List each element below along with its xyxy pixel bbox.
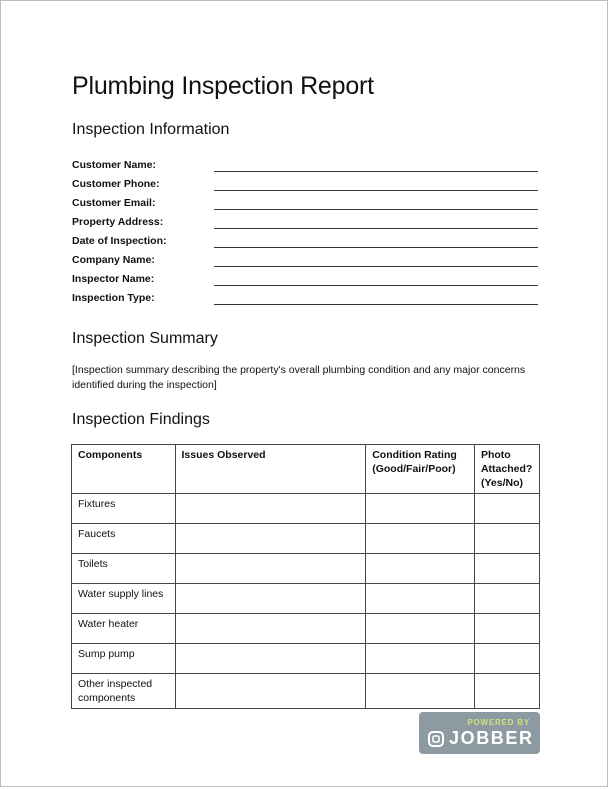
issues-cell[interactable]	[175, 494, 366, 524]
field-customer-phone	[72, 178, 542, 192]
field-label: Customer Email:	[72, 197, 156, 209]
field-inspector-name	[72, 273, 542, 287]
issues-cell[interactable]	[175, 584, 366, 614]
column-header-issues-observed: Issues Observed	[175, 445, 366, 494]
field-blank-line[interactable]	[214, 171, 538, 172]
field-customer-name	[72, 159, 542, 173]
issues-cell[interactable]	[175, 614, 366, 644]
field-label: Inspector Name:	[72, 273, 155, 285]
field-blank-line[interactable]	[214, 266, 538, 267]
component-cell: Fixtures	[72, 494, 176, 524]
table-row	[72, 614, 540, 644]
rating-cell[interactable]	[366, 644, 475, 674]
component-cell: Water supply lines	[72, 584, 176, 614]
photo-cell[interactable]	[474, 614, 539, 644]
photo-cell[interactable]	[474, 644, 539, 674]
component-cell: Other inspected components	[72, 674, 176, 709]
table-row	[72, 674, 540, 709]
rating-cell[interactable]	[366, 674, 475, 709]
inspection-summary-heading: Inspection Summary	[72, 330, 218, 347]
field-inspection-type	[72, 292, 542, 306]
field-blank-line[interactable]	[214, 228, 538, 229]
field-blank-line[interactable]	[214, 304, 538, 305]
field-blank-line[interactable]	[214, 190, 538, 191]
inspection-summary-text: [Inspection summary describing the property's overall plumbing condition and any major concerns identified during the inspection]	[72, 364, 526, 391]
field-label: Property Address:	[72, 216, 164, 228]
issues-cell[interactable]	[175, 644, 366, 674]
issues-cell[interactable]	[175, 554, 366, 584]
jobber-brand-name: JOBBER	[449, 728, 534, 748]
field-blank-line[interactable]	[214, 285, 538, 286]
jobber-logo-icon	[428, 731, 444, 747]
photo-cell[interactable]	[474, 524, 539, 554]
issues-cell[interactable]	[175, 674, 366, 709]
table-row	[72, 524, 540, 554]
photo-cell[interactable]	[474, 494, 539, 524]
rating-cell[interactable]	[366, 584, 475, 614]
page-title: Plumbing Inspection Report	[72, 72, 374, 100]
field-label: Company Name:	[72, 254, 155, 266]
component-cell: Sump pump	[72, 644, 176, 674]
inspection-findings-heading: Inspection Findings	[72, 411, 210, 428]
rating-cell[interactable]	[366, 554, 475, 584]
powered-by-label: POWERED BY	[467, 718, 530, 727]
field-company-name	[72, 254, 542, 268]
component-cell: Faucets	[72, 524, 176, 554]
table-row	[72, 644, 540, 674]
field-label: Date of Inspection:	[72, 235, 167, 247]
component-cell: Toilets	[72, 554, 176, 584]
field-label: Customer Name:	[72, 159, 157, 171]
field-label: Inspection Type:	[72, 292, 155, 304]
inspection-findings-table	[71, 444, 540, 709]
field-date-of-inspection	[72, 235, 542, 249]
field-customer-email	[72, 197, 542, 211]
component-cell: Water heater	[72, 614, 176, 644]
field-property-address	[72, 216, 542, 230]
table-header-row	[72, 445, 540, 494]
rating-cell[interactable]	[366, 614, 475, 644]
field-blank-line[interactable]	[214, 247, 538, 248]
column-header-components: Components	[72, 445, 176, 494]
issues-cell[interactable]	[175, 524, 366, 554]
photo-cell[interactable]	[474, 584, 539, 614]
table-row	[72, 554, 540, 584]
photo-cell[interactable]	[474, 554, 539, 584]
field-label: Customer Phone:	[72, 178, 160, 190]
powered-by-jobber-badge[interactable]	[419, 712, 540, 754]
column-header-condition-rating: Condition Rating (Good/Fair/Poor)	[366, 445, 475, 494]
rating-cell[interactable]	[366, 494, 475, 524]
photo-cell[interactable]	[474, 674, 539, 709]
table-row	[72, 584, 540, 614]
field-blank-line[interactable]	[214, 209, 538, 210]
column-header-photo-attached: Photo Attached? (Yes/No)	[474, 445, 539, 494]
rating-cell[interactable]	[366, 524, 475, 554]
table-row	[72, 494, 540, 524]
inspection-information-heading: Inspection Information	[72, 121, 230, 138]
